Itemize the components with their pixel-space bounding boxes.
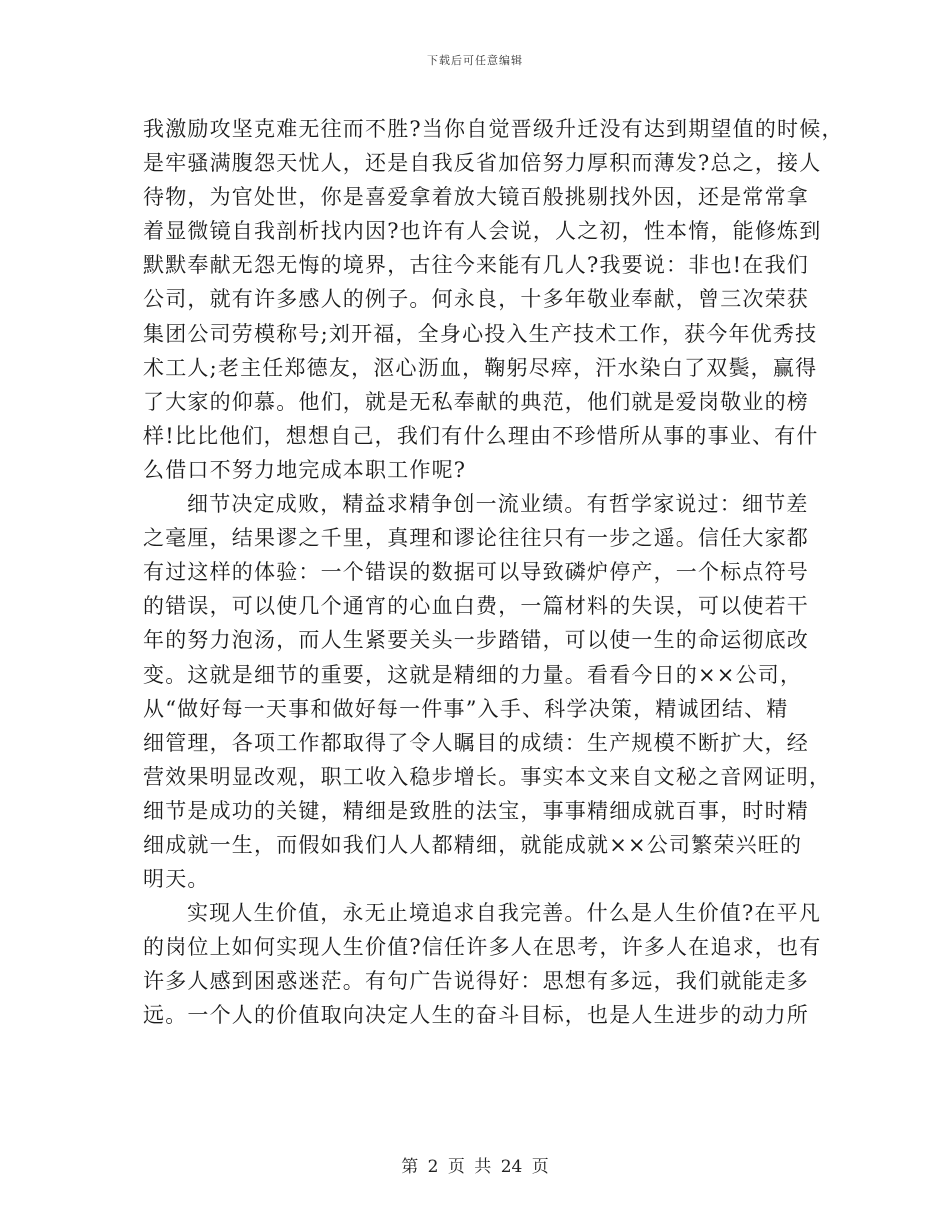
page-number-footer: 第 2 页 共 24 页 <box>401 1157 549 1177</box>
text-line: 细节是成功的关键，精细是致胜的法宝，事事精细成就百事，时时精 <box>143 798 809 823</box>
text-line: 术工人;老主任郑德友，沤心沥血，鞠躬尽瘁，汗水染白了双鬓，赢得 <box>143 355 818 380</box>
text-line: 了大家的仰慕。他们，就是无私奉献的典范，他们就是爱岗敬业的榜 <box>143 389 809 414</box>
text-line: 待物，为官处世，你是喜爱拿着放大镜百般挑剔找外因，还是常常拿 <box>143 185 809 210</box>
text-line: 样!比比他们，想想自己，我们有什么理由不珍惜所从事的事业、有什 <box>143 423 819 448</box>
document-body <box>143 112 844 1033</box>
text-line: 么借口不努力地完成本职工作呢? <box>143 457 467 482</box>
text-line: 有过这样的体验：一个错误的数据可以导致磷炉停产，一个标点符号 <box>143 560 809 585</box>
text-line: 变。这就是细节的重要，这就是精细的力量。看看今日的××公司， <box>143 662 803 687</box>
text-line: 营效果明显改观，职工收入稳步增长。事实本文来自文秘之音网证明， <box>143 764 832 789</box>
text-line: 的错误，可以使几个通宵的心血白费，一篇材料的失误，可以使若干 <box>143 594 809 619</box>
text-line: 着显微镜自我剖析找内因?也许有人会说，人之初，性本惰，能修炼到 <box>143 219 822 244</box>
text-line: 公司，就有许多感人的例子。何永良，十多年敬业奉献，曾三次荣获 <box>143 287 809 312</box>
text-line: 的岗位上如何实现人生价值?信任许多人在思考，许多人在追求，也有 <box>143 935 822 960</box>
text-line: 集团公司劳模称号;刘开福，全身心投入生产技术工作，获今年优秀技 <box>143 321 818 346</box>
page-header: 下载后可任意编辑 <box>427 54 523 67</box>
text-line: 细管理，各项工作都取得了令人瞩目的成绩：生产规模不断扩大，经 <box>143 730 809 755</box>
text-line: 默默奉献无怨无悔的境界，古往今来能有几人?我要说：非也!在我们 <box>143 253 809 278</box>
text-line: 实现人生价值，永无止境追求自我完善。什么是人生价值?在平凡 <box>187 901 822 926</box>
text-line: 明天。 <box>143 867 210 892</box>
text-line: 是牢骚满腹怨天忧人，还是自我反省加倍努力厚积而薄发?总之，接人 <box>143 151 822 176</box>
text-line: 之毫厘，结果谬之千里，真理和谬论往往只有一步之遥。信任大家都 <box>143 526 809 551</box>
text-line: 细节决定成败，精益求精争创一流业绩。有哲学家说过：细节差 <box>187 492 809 517</box>
text-line: 许多人感到困惑迷茫。有句广告说得好：思想有多远，我们就能走多 <box>143 969 809 994</box>
text-line: 远。一个人的价值取向决定人生的奋斗目标，也是人生进步的动力所 <box>143 1003 809 1028</box>
text-line: 细成就一生，而假如我们人人都精细，就能成就××公司繁荣兴旺的 <box>143 832 803 857</box>
text-line: 从“做好每一天事和做好每一件事”入手、科学决策，精诚团结、精 <box>143 696 789 721</box>
text-line: 年的努力泡汤，而人生紧要关头一步踏错，可以使一生的命运彻底改 <box>143 628 809 653</box>
text-line: 我激励攻坚克难无往而不胜?当你自觉晋级升迁没有达到期望值的时候， <box>143 117 844 141</box>
